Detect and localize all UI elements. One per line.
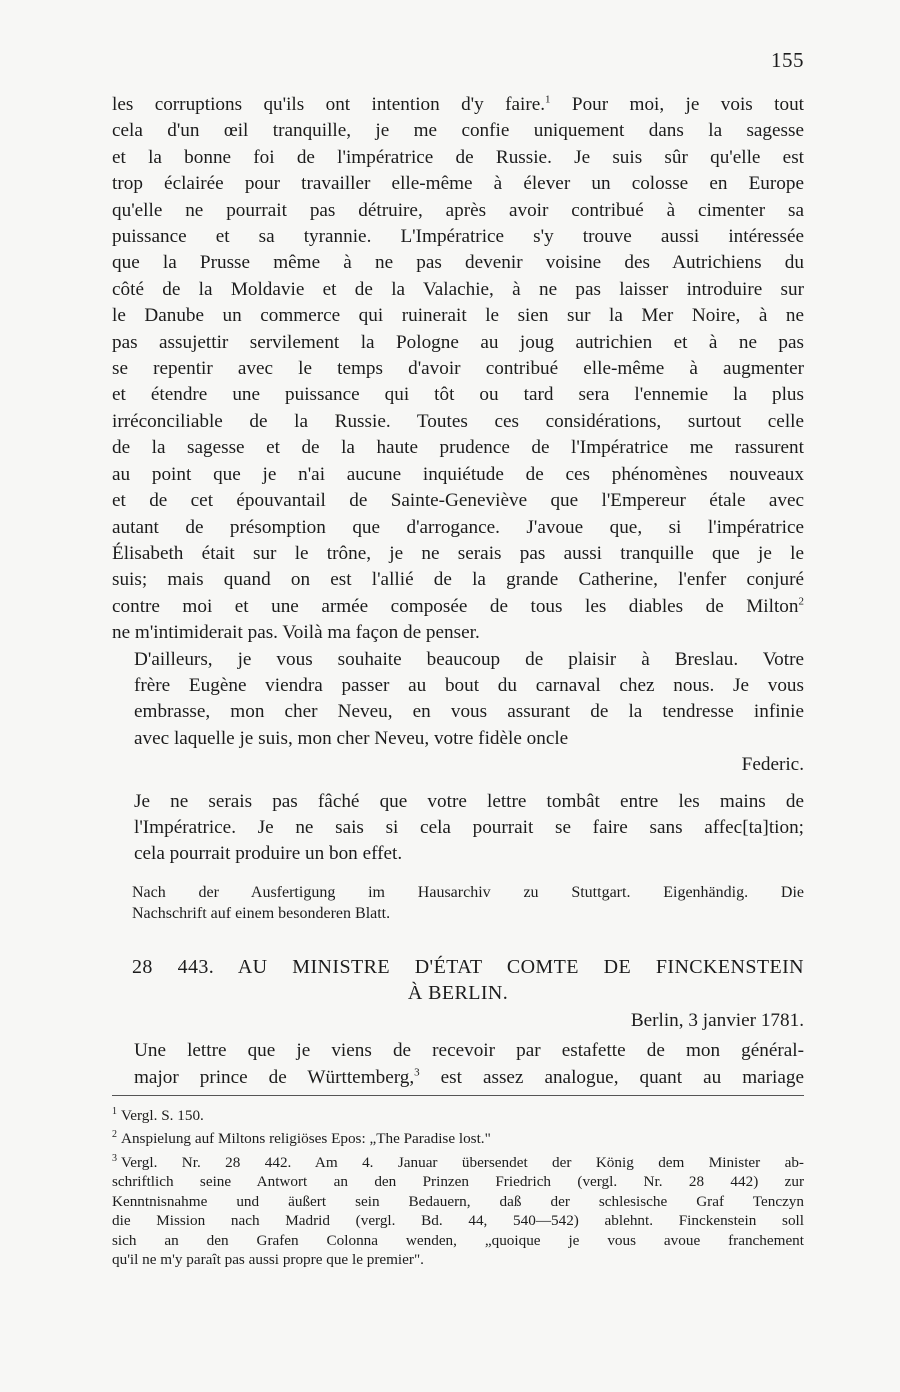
footnote-mark: 2 xyxy=(112,1129,117,1141)
footnote-line xyxy=(112,1102,804,1125)
footnote-ref-2: 2 xyxy=(798,595,804,608)
next-letter-line-2 xyxy=(112,1065,804,1091)
postscript xyxy=(112,789,804,868)
text-line: côté de la Moldavie et de la Valachie, à ne pas laisser introduire sur xyxy=(112,278,804,300)
next-letter-line-2a: major prince de Württemberg, xyxy=(134,1066,415,1088)
footnote-mark: 3 xyxy=(112,1152,117,1164)
text-line: avec laquelle je suis, mon cher Neveu, votre fidèle oncle xyxy=(134,727,569,749)
page-content xyxy=(112,92,804,1269)
next-letter-line-2b: est assez analogue, quant au mariage xyxy=(419,1066,804,1088)
text-line xyxy=(112,594,804,620)
footnote-1 xyxy=(112,1102,804,1125)
text-line: Élisabeth était sur le trône, je ne serais pas aussi tranquille que je le xyxy=(112,542,804,564)
next-letter-body xyxy=(112,1038,804,1091)
text-line: de la sagesse et de la haute prudence de l'Impératrice me rassurent xyxy=(112,437,804,459)
text-line: l'Impératrice. Je ne sais si cela pourrait se faire sans affec[ta]tion; xyxy=(134,816,804,838)
footnote-ref-3: 3 xyxy=(414,1066,420,1079)
footnote-line: die Mission nach Madrid (vergl. Bd. 44, 540—542) ablehnt. Finckenstein soll xyxy=(112,1212,804,1230)
text-line: embrasse, mon cher Neveu, en vous assurant de la tendresse infinie xyxy=(134,701,804,723)
footnote-text: Vergl. Nr. 28 442. Am 4. Januar übersendet der König dem Minister ab- xyxy=(121,1154,804,1171)
text-line: suis; mais quand on est l'allié de la grande Catherine, l'enfer conjuré xyxy=(112,569,804,591)
footnotes xyxy=(112,1102,804,1269)
text-line: le Danube un commerce qui ruinerait le sien sur la Mer Noire, à ne xyxy=(112,305,804,327)
text-line: cela d'un œil tranquille, je me confie uniquement dans la sagesse xyxy=(112,120,804,142)
footnote-line: qu'il ne m'y paraît pas aussi propre que le premier". xyxy=(112,1251,424,1269)
text-line: puissance et sa tyrannie. L'Impératrice s'y trouve aussi intéressée xyxy=(112,226,804,248)
footnote-3 xyxy=(112,1149,804,1270)
footnote-2 xyxy=(112,1125,804,1148)
footnote-text: Vergl. S. 150. xyxy=(121,1107,204,1125)
source-note xyxy=(132,882,804,924)
footnote-line xyxy=(112,1149,804,1172)
footnote-ref-1: 1 xyxy=(545,93,551,106)
text-line: trop éclairée pour travailler elle-même à élever un colosse en Europe xyxy=(112,173,804,195)
footnote-line xyxy=(112,1125,804,1148)
dateline: Berlin, 3 janvier 1781. xyxy=(630,1009,804,1031)
text-line: Nachschrift auf einem besonderen Blatt. xyxy=(132,904,391,922)
text-line: irréconciliable de la Russie. Toutes ces considérations, surtout celle xyxy=(112,410,804,432)
text-line: qu'elle ne pourrait pas détruire, après avoir contribué à cimenter sa xyxy=(112,199,804,221)
footnote-text: Anspielung auf Miltons religiöses Epos: „The Paradise lost." xyxy=(121,1130,491,1148)
footnote-line: schriftlich seine Antwort an den Prinzen Friedrich (vergl. Nr. 28 442) zur xyxy=(112,1173,804,1191)
text-line: se repentir avec le temps d'avoir contribué elle-même à augmenter xyxy=(112,358,804,380)
heading-line-1: 28 443. AU MINISTRE D'ÉTAT COMTE DE FINCKENSTEIN xyxy=(132,955,804,978)
letter-heading xyxy=(112,954,804,1006)
letter-paragraph-1 xyxy=(112,92,804,647)
text-segment: contre moi et une armée composée de tous les diables de Milton xyxy=(112,595,799,617)
footnote-line: Kenntnisnahme und äußert sein Bedauern, daß der schlesische Graf Tenczyn xyxy=(112,1192,804,1210)
text-line: Je ne serais pas fâché que votre lettre tombât entre les mains de xyxy=(134,790,804,812)
next-letter-line-1: Une lettre que je viens de recevoir par estafette de mon général- xyxy=(134,1040,804,1062)
text-line: que la Prusse même à ne pas devenir voisine des Autrichiens du xyxy=(112,252,804,274)
text-segment: les corruptions qu'ils ont intention d'y faire. xyxy=(112,94,546,115)
text-line: et de cet épouvantail de Sainte-Geneviève que l'Empereur étale avec xyxy=(112,490,804,512)
text-line: et étendre une puissance qui tôt ou tard sera l'ennemie la plus xyxy=(112,384,804,406)
footnote-mark: 1 xyxy=(112,1106,117,1117)
signature: Federic. xyxy=(741,754,804,776)
letter-paragraph-2 xyxy=(112,647,804,753)
text-line: D'ailleurs, je vous souhaite beaucoup de plaisir à Breslau. Votre xyxy=(134,648,804,670)
text-line: pas assujettir servilement la Pologne au joug autrichien et à ne pas xyxy=(112,331,804,353)
text-line xyxy=(112,92,804,118)
text-line: autant de présomption que d'arrogance. J'avoue que, si l'impératrice xyxy=(112,516,804,538)
page-number: 155 xyxy=(771,48,804,72)
text-line: au point que je n'ai aucune inquiétude de ces phénomènes nouveaux xyxy=(112,463,804,485)
text-line: frère Eugène viendra passer au bout du carnaval chez nous. Je vous xyxy=(134,674,804,696)
footnote-line: sich an den Grafen Colonna wenden, „quoique je vous avoue franchement xyxy=(112,1231,804,1249)
text-line: et la bonne foi de l'impératrice de Russie. Je suis sûr qu'elle est xyxy=(112,146,804,168)
text-line: Nach der Ausfertigung im Hausarchiv zu Stuttgart. Eigenhändig. Die xyxy=(132,883,804,901)
text-line: cela pourrait produire un bon effet. xyxy=(134,843,403,865)
heading-line-2: À BERLIN. xyxy=(407,981,509,1004)
text-line: ne m'intimiderait pas. Voilà ma façon de penser. xyxy=(112,622,480,644)
text-segment: Pour moi, je vois tout xyxy=(550,94,804,115)
footnote-divider xyxy=(112,1095,804,1096)
